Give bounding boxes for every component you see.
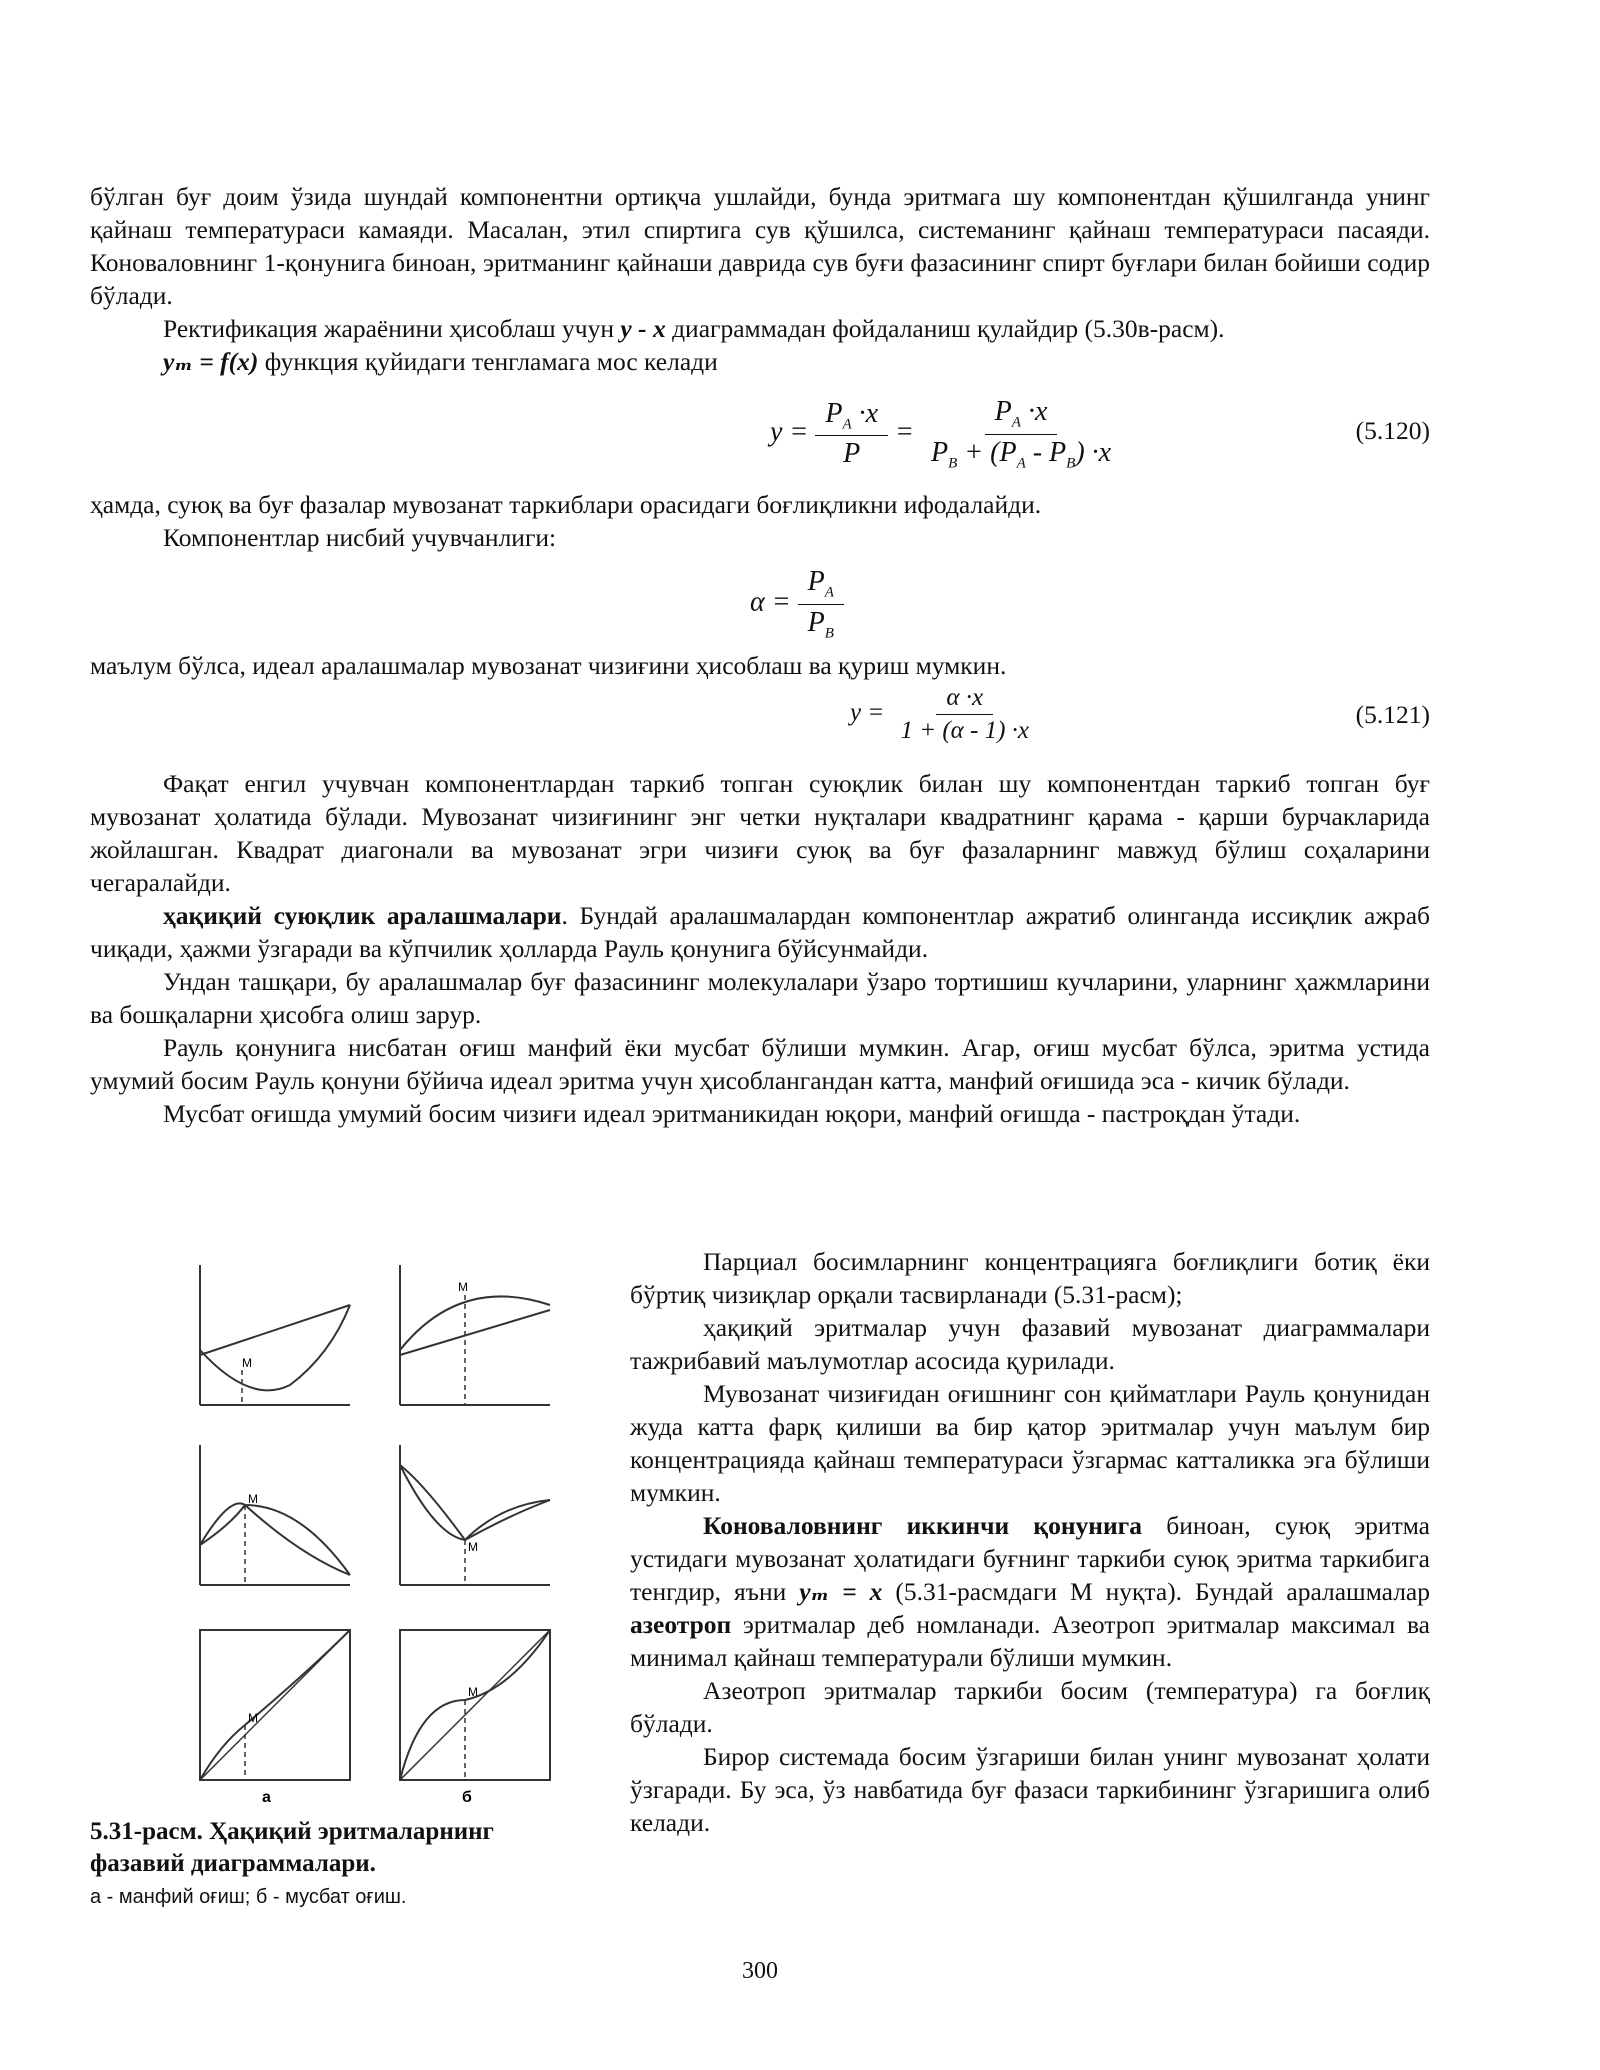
paragraph-4: ҳамда, суюқ ва буғ фазалар мувозанат таркиблари орасидаги боғлиқликни ифодалайди. xyxy=(90,490,1042,519)
document-page xyxy=(90,180,1431,1984)
paragraph-2: Ректификация жараёнини ҳисоблаш учун y - x диаграммадан фойдаланиш қулайдир (5.30в-расм). xyxy=(163,314,1225,343)
right-paragraph-2: ҳақиқий эритмалар учун фазавий мувозанат диаграммалари тажрибавий маълумотлар асосида қурилади. xyxy=(630,1313,1430,1375)
point-m-label: M xyxy=(468,1685,478,1699)
paragraph-1: бўлган буғ доим ўзида шундай компонентни ортиқча ушлайди, бунда эритмага шу компонентдан қўшилганда унинг қайнаш температураси камаяди. Масалан, этил спиртига сув қўшилса, системанинг қайнаш температураси пасаяди. Коноваловнинг 1-қонунига биноан, эритманинг қайнаши даврида сув буғи фазасининг спирт буғлари билан бойиши содир бўлади. xyxy=(90,182,1430,310)
paragraph-8: ҳақиқий суюқлик аралашмалари. Бундай аралашмалардан компонентлар ажратиб олинганда иссиқлик ажраб чиқади, ҳажми ўзгаради ва кўпчилик ҳолларда Рауль қонунига бўйсунмайди. xyxy=(90,901,1431,963)
equation-alpha: α = $\frac{P_A}{P_B}$ xyxy=(90,554,1430,649)
right-paragraph-5: Азеотроп эритмалар таркиби босим (температура) га боғлиқ бўлади. xyxy=(630,1676,1430,1738)
paragraph-9: Ундан ташқари, бу аралашмалар буғ фазасининг молекулалари ўзаро тортишиш кучларини, уларнинг ҳажмларини ва бошқаларни ҳисобга олиш зарур. xyxy=(90,967,1430,1029)
right-paragraph-1: Парциал босимларнинг концентрацияга боғлиқлиги ботиқ ёки бўртиқ чизиқлар орқали тасвирланади (5.31-расм); xyxy=(630,1247,1430,1309)
right-paragraph-4: Коноваловнинг иккинчи қонунига биноан, суюқ эритма устидаги мувозанат ҳолатидаги буғнинг таркиби суюқ эритма таркибига тенгдир, яъни yₘ = x (5.31-расмдаги М нуқта). Бундай аралашмалар азеотроп эритмалар деб номланади. Азеотроп эритмалар максимал ва минимал қайнаш температурали бўлиши мумкин. xyxy=(630,1511,1430,1672)
paragraph-11: Мусбат оғишда умумий босим чизиғи идеал эритманикидан юқори, манфий оғишда - пастроқдан ўтади. xyxy=(163,1099,1301,1128)
diagram-b-pressure xyxy=(400,1265,550,1405)
figure-caption: 5.31-расм. Ҳақиқий эритмаларнинг фазавий диаграммалари. xyxy=(90,1818,494,1877)
label-b: б xyxy=(462,1789,472,1805)
point-m-label: M xyxy=(242,1356,252,1370)
equation-number: (5.121) xyxy=(1355,700,1430,729)
diagram-b-yx xyxy=(400,1630,550,1805)
point-m-label: M xyxy=(468,1540,478,1554)
paragraph-7: Фақат енгил учувчан компонентлардан таркиб топган суюқлик билан шу компонентдан таркиб топган буғ мувозанат ҳолатида бўлади. Мувозанат чизиғининг энг четки нуқталари квадратнинг қарама - қарши бурчакларида жойлашган. Квадрат диагонали ва мувозанат эгри чизиғи суюқ ва буғ фазаларнинг мавжуд бўлиш соҳаларини чегаралайди. xyxy=(90,769,1430,897)
right-column xyxy=(630,1245,1430,1839)
right-paragraph-6: Бирор системада босим ўзгариши билан унинг мувозанат ҳолати ўзгаради. Бу эса, ўз навбатида буғ фазаси таркибининг ўзгаришига олиб келади. xyxy=(630,1742,1430,1837)
diagram-a-yx xyxy=(200,1630,350,1805)
point-m-label: M xyxy=(248,1711,258,1725)
paragraph-3: yₘ = f(x) функция қуйидаги тенгламага мос келади xyxy=(163,347,718,376)
paragraph-5: Компонентлар нисбий учувчанлиги: xyxy=(163,523,557,552)
paragraph-10: Рауль қонунига нисбатан оғиш манфий ёки мусбат бўлиши мумкин. Агар, оғиш мусбат бўлса, эритма устида умумий босим Рауль қонуни бўйича идеал эритма учун ҳисоблангандан катта, манфий оғишида эса - кичик бўлади. xyxy=(90,1033,1430,1095)
right-paragraph-3: Мувозанат чизиғидан оғишнинг сон қийматлари Рауль қонунидан жуда катта фарқ қилиши ва бир қатор эритмалар учун маълум бир концентрацияда қайнаш температураси ўзгармас катталикка эга бўлиши мумкин. xyxy=(630,1379,1430,1507)
equation-5-120: y = $\frac{P_A \cdot x}{P}$ = $\frac{P_A \cdot x}{P_B + (P_A - P_B) \cdot x}$ (5.120) xyxy=(770,396,1430,472)
equation-number: (5.120) xyxy=(1355,416,1430,445)
phase-diagrams-image xyxy=(90,1245,570,1805)
diagram-a-pressure xyxy=(200,1265,350,1405)
diagram-b-temperature xyxy=(400,1445,550,1585)
figure-section xyxy=(90,1245,1430,1925)
paragraph-6: маълум бўлса, идеал аралашмалар мувозанат чизиғини ҳисоблаш ва қуриш мумкин. xyxy=(90,651,1007,680)
diagram-a-temperature xyxy=(200,1445,350,1585)
label-a: а xyxy=(262,1789,271,1805)
point-m-label: M xyxy=(248,1492,258,1506)
figure-5-31 xyxy=(90,1245,590,1909)
equation-5-121: y = $\frac{\alpha \cdot x}{1 + (\alpha - 1) \cdot x}$ (5.121) xyxy=(850,684,1430,744)
figure-subcaption: а - манфий оғиш; б - мусбат оғиш. xyxy=(90,1886,407,1908)
point-m-label: M xyxy=(458,1280,468,1294)
page-number: 300 xyxy=(742,1958,778,1984)
